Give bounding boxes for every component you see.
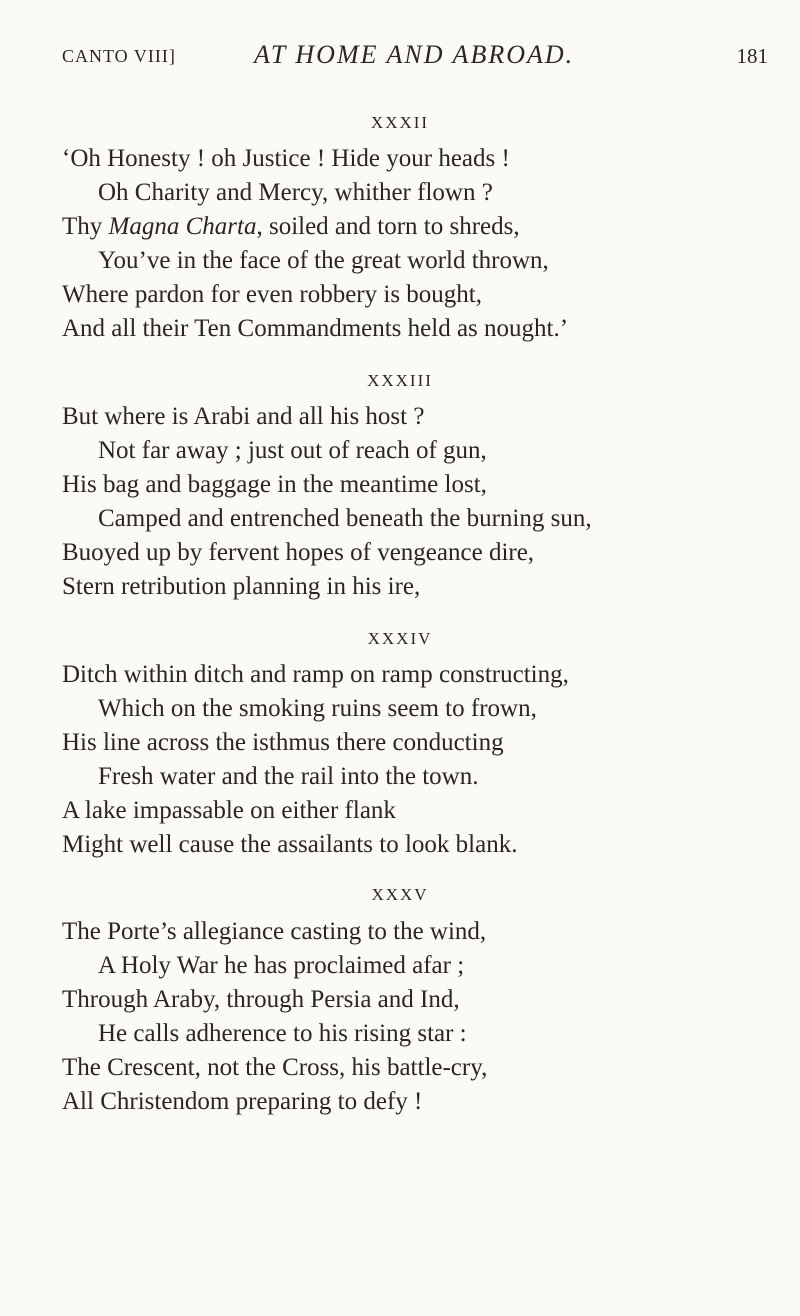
stanza-number: XXXIV	[367, 629, 433, 648]
stanza-number: XXXII	[370, 113, 430, 132]
verse-line: His bag and baggage in the meantime lost,	[62, 471, 487, 498]
verse-line: Oh Charity and Mercy, whither flown ?	[98, 179, 493, 206]
verse-line: Stern retribution planning in his ire,	[62, 573, 421, 600]
verse-line: He calls adherence to his rising star :	[98, 1020, 467, 1047]
verse-text: Thy	[62, 213, 109, 240]
book-title: AT HOME AND ABROAD.	[254, 40, 575, 69]
verse-line: You’ve in the face of the great world thrown,	[98, 247, 549, 274]
verse-line: Not far away ; just out of reach of gun,	[98, 437, 487, 464]
verse-line: Ditch within ditch and ramp on ramp constructing,	[62, 661, 569, 688]
verse-line: But where is Arabi and all his host ?	[62, 403, 425, 430]
verse-line: A lake impassable on either flank	[62, 797, 396, 824]
verse-line: Fresh water and the rail into the town.	[98, 763, 479, 790]
verse-line: And all their Ten Commandments held as nought.’	[62, 315, 569, 342]
stanza-number: XXXV	[371, 885, 429, 904]
verse-text: , soiled and torn to shreds,	[256, 213, 520, 240]
italic-phrase: Magna Charta	[108, 213, 257, 240]
verse-line: Through Araby, through Persia and Ind,	[62, 986, 460, 1013]
verse-line: Camped and entrenched beneath the burning sun,	[98, 505, 592, 532]
verse-line: The Crescent, not the Cross, his battle-cry,	[62, 1054, 488, 1081]
verse-line: His line across the isthmus there conducting	[62, 729, 504, 756]
verse-line: The Porte’s allegiance casting to the wind,	[62, 918, 487, 945]
canto-label: CANTO VIII]	[62, 46, 176, 66]
verse-line: A Holy War he has proclaimed afar ;	[98, 952, 465, 979]
running-head	[62, 40, 768, 80]
verse-line	[62, 214, 520, 239]
page-number: 181	[736, 44, 768, 68]
verse-line: All Christendom preparing to defy !	[62, 1088, 423, 1115]
verse-line: Which on the smoking ruins seem to frown,	[98, 695, 537, 722]
verse-line: ‘Oh Honesty ! oh Justice ! Hide your heads !	[62, 145, 510, 172]
verse-line: Where pardon for even robbery is bought,	[62, 281, 482, 308]
verse-line: Buoyed up by fervent hopes of vengeance dire,	[62, 539, 535, 566]
verse-line: Might well cause the assailants to look blank.	[62, 831, 518, 858]
stanza-number: XXXIII	[367, 371, 433, 390]
